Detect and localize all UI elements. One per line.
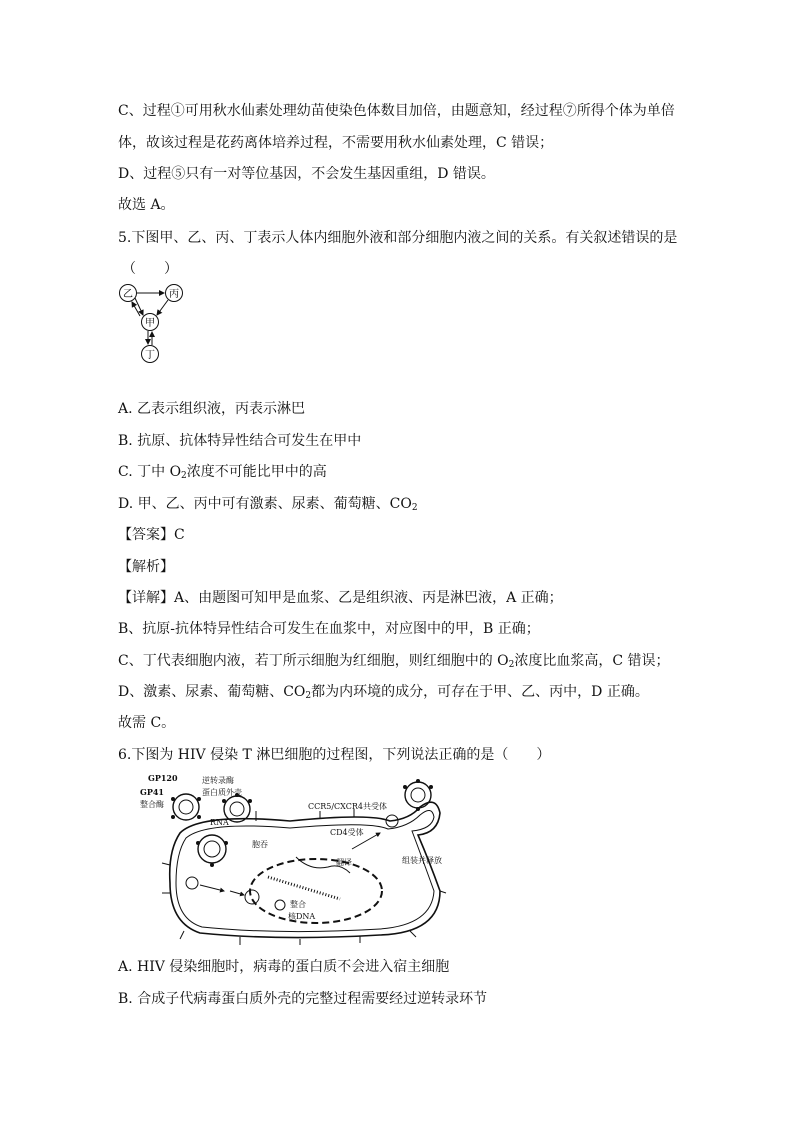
line-conclusion: 故选 A。	[118, 197, 175, 213]
label-integrase: 整合酶	[140, 800, 164, 809]
q6-option-a: A. HIV 侵染细胞时，病毒的蛋白质不会进入宿主细胞	[118, 959, 450, 975]
hiv-infection-diagram	[140, 773, 460, 945]
question-5: 5.下图甲、乙、丙、丁表示人体内细胞外液和部分细胞内液之间的关系。有关叙述错误的是	[118, 230, 678, 246]
q6-option-b: B. 合成子代病毒蛋白质外壳的完整过程需要经过逆转录环节	[118, 991, 488, 1007]
fluid-relationship-diagram	[116, 282, 196, 366]
detail-d: D、激素、尿素、葡萄糖、$CO_2$都为内环境的成分，可存在于甲、乙、丙中，D 正确。	[118, 684, 649, 701]
label-cd4: CD4受体	[330, 828, 364, 837]
node-ding: 丁	[145, 350, 155, 361]
label-gp120: GP120	[148, 773, 178, 783]
line-c1: C、过程①可用秋水仙素处理幼苗使染色体数目加倍，由题意知，经过程⑦所得个体为单倍	[118, 103, 675, 119]
conclusion-2: 故需 C。	[118, 715, 176, 731]
label-rna: RNA	[210, 818, 229, 827]
label-coreceptor: CCR5/CXCR4共受体	[308, 802, 387, 811]
label-nucleus-dna: 核DNA	[288, 912, 316, 921]
answer: 【答案】C	[118, 527, 185, 543]
label-gp41: GP41	[140, 787, 164, 797]
option-c: C. 丁中 $O_2$浓度不可能比甲中的高	[118, 464, 327, 481]
question-5-paren: （ ）	[122, 261, 178, 277]
detail-c: C、丁代表细胞内液，若丁所示细胞为红细胞，则红细胞中的 $O_2$浓度比血浆高，C 错误；	[118, 653, 670, 670]
detail-b: B、抗原-抗体特异性结合可发生在血浆中，对应图中的甲，B 正确；	[118, 621, 540, 637]
label-integrate: 整合	[290, 900, 306, 909]
line-d: D、过程⑤只有一对等位基因，不会发生基因重组，D 错误。	[118, 166, 495, 182]
node-jia: 甲	[145, 318, 155, 329]
label-engulf: 胞吞	[252, 840, 268, 849]
label-reverse-transcriptase: 逆转录酶	[202, 776, 234, 785]
option-a: A. 乙表示组织液，丙表示淋巴	[118, 401, 306, 417]
node-bing: 丙	[169, 289, 179, 300]
node-yi: 乙	[123, 289, 133, 300]
option-b: B. 抗原、抗体特异性结合可发生在甲中	[118, 433, 362, 449]
option-d: D. 甲、乙、丙中可有激素、尿素、葡萄糖、$CO_2$	[118, 496, 418, 513]
question-6: 6.下图为 HIV 侵染 T 淋巴细胞的过程图，下列说法正确的是（ ）	[118, 747, 551, 763]
label-translate: 翻译	[336, 858, 352, 867]
label-capsid: 蛋白质外壳	[202, 788, 242, 797]
detail-a: 【详解】A、由题图可知甲是血浆、乙是组织液、丙是淋巴液，A 正确；	[118, 590, 563, 606]
label-assemble: 组装并释放	[402, 856, 442, 865]
line-c2: 体，故该过程是花药离体培养过程，不需要用秋水仙素处理，C 错误；	[118, 135, 554, 151]
analysis-heading: 【解析】	[118, 559, 174, 575]
